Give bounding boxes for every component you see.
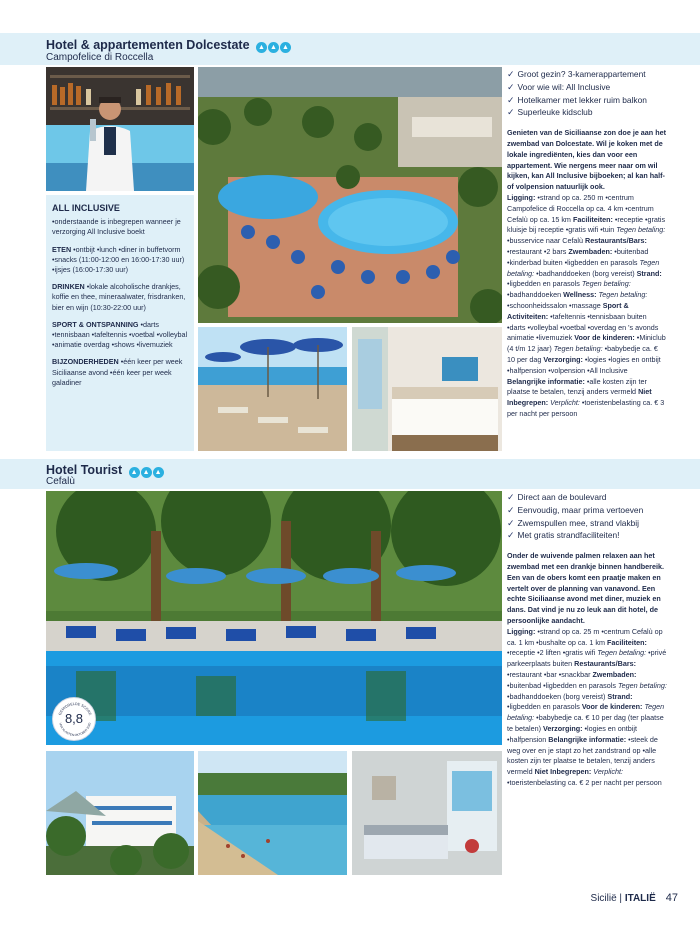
tree-icon: ▲ — [256, 42, 267, 53]
hotel1-location: Campofelice di Roccella — [46, 52, 154, 63]
palm-pool-photo — [46, 491, 502, 745]
checkmark-icon: ✓ — [507, 492, 515, 502]
bartender-photo — [46, 67, 194, 191]
highlight-item: ✓ Superleuke kidsclub — [507, 107, 593, 118]
tree-icon: ▲ — [129, 467, 140, 478]
guest-score-badge — [52, 697, 96, 741]
all-inclusive-drinken: DRINKEN •lokale alcoholische drankjes, koffie en thee, mineraalwater, frisdranken, bier en wijn (10:30-22:00 uur) — [52, 282, 186, 312]
hotel-room-photo — [352, 327, 502, 451]
highlight-item: ✓ Groot gezin? 3-kamerappartement — [507, 69, 646, 79]
highlight-item: ✓ Hotelkamer met lekker ruim balkon — [507, 94, 647, 105]
checkmark-icon: ✓ — [507, 517, 515, 528]
hotel2-location: Cefalù — [46, 476, 75, 487]
footer-region: Sicilië — [590, 893, 617, 904]
all-inclusive-box — [46, 195, 194, 451]
tree-icon: ▲ — [141, 467, 152, 478]
tree-icon: ▲ — [153, 467, 164, 478]
hotel1-details: Ligging: •strand op ca. 250 m •centrum Campofelice di Roccella op ca. 4 km •centrum Cefalù op ca. 15 km Faciliteiten: •receptie •gratis kluisje bij receptie •gratis wifi •tuin Tegen betaling: •busservice naar Cefalù Restaurants/Bars: •restaurant •2 bars Zwembaden: •buitenbad •kinderbad buiten •ligbedden en parasols Tegen betaling: •badhanddoeken (borg vereist) Strand: •ligbedden en parasols Tegen betaling: •badhanddoeken Wellness: Tegen betaling: •schoonheidssalon •massage Sport & Activiteiten: •tafeltennis •tennisbaan buiten •darts •volleybal •voetbal •overdag en 's avonds animatie •livemuziek Voor de kinderen: •Miniclub (4 t/m 12 jaar) Tegen betaling: •babybedje ca. € 10 per dag Verzorging: •logies •logies en ontbijt •halfpension •volpension •All Inclusive Belangrijke informatie: •alle kosten zijn ter plaatse te betalen, tenzij anders vermeld Niet Inbegrepen: Verplicht: •toeristenbelasting ca. € 3 per nacht per persoon — [507, 192, 666, 418]
hotel2-details: Ligging: •strand op ca. 25 m •centrum Cefalù op ca. 1 km •bushalte op ca. 1 km Faciliteiten: •receptie •2 liften •gratis wifi Tegen betaling: •privé parkeerplaats buiten Restaurants/Bars: •restaurant •bar •snackbar Zwembaden: •buitenbad •ligbedden en parasols Tegen betaling: •badhanddoeken (borg vereist) Strand: •ligbedden en parasols Voor de kinderen: Tegen betaling: •babybedje ca. € 10 per dag (ter plaatse te betalen) Verzorging: •logies en ontbijt •halfpension Belangrijke informatie: •steek de weg over en je stapt zo het zandstrand op •alle kosten zijn ter plaatse te betalen, tenzij anders vermeld Niet Inbegrepen: Verplicht: •toeristenbelasting ca. € 2 per nacht per persoon — [507, 626, 667, 787]
hotel2-title: Hotel Tourist ▲ ▲ ▲ — [46, 463, 165, 478]
hotel1-info-column — [507, 68, 667, 420]
footer-country: ITALIË — [624, 893, 656, 904]
hotel1-title: Hotel & appartementen Dolcestate ▲ ▲ ▲ — [46, 38, 292, 53]
footer-separator: | — [616, 893, 625, 904]
highlight-item: ✓ Zwemspullen mee, strand vlakbij — [507, 517, 640, 528]
all-inclusive-eten: ETEN •ontbijt •lunch •diner in buffetvorm •snacks (11:00-12:00 en 16:00-17:30 uur) •ijsjes (16:00-17:30 uur) — [52, 244, 185, 275]
page-number: 47 — [665, 892, 678, 904]
all-inclusive-bijzonderheden: BIJZONDERHEDEN •één keer per week Siciliaanse avond •één keer per week galadiner — [52, 357, 183, 387]
all-inclusive-title: ALL INCLUSIVE — [52, 203, 120, 213]
beach-umbrellas-photo — [198, 327, 347, 451]
score-top-text: GEMIDDELDE SCORE — [57, 701, 93, 716]
hotel-exterior-photo — [46, 751, 194, 875]
hotel1-intro: Genieten van de Siciliaanse zon doe je aan het zwembad van Dolcestate. Wil je koken met de lokale ingrediënten, kies dan voor een appartement. Wie nergens meer naar om wil kijken, kan All Inclusive bijboeken; al kan half- of volpension natuurlijk ook. — [507, 128, 666, 192]
page-footer — [591, 892, 678, 904]
checkmark-icon: ✓ — [507, 81, 515, 92]
tree-icon: ▲ — [280, 42, 291, 53]
all-inclusive-intro: •onderstaande is inbegrepen wanneer je verzorging All Inclusive boekt — [52, 217, 181, 237]
checkmark-icon: ✓ — [507, 504, 515, 515]
tree-rating-icons — [256, 38, 292, 53]
hotel-room2-photo — [352, 751, 502, 875]
checkmark-icon: ✓ — [507, 94, 515, 105]
highlight-item: ✓ Direct aan de boulevard — [507, 492, 607, 502]
hotel2-info-column — [507, 491, 667, 789]
all-inclusive-sport: SPORT & ONTSPANNING •darts •tennisbaan •tafeltennis •voetbal •volleybal •animatie overdag •shows •livemuziek — [52, 319, 188, 350]
pool-aerial-photo — [198, 67, 502, 323]
highlight-item: ✓ Met gratis strandfaciliteiten! — [507, 530, 620, 541]
tree-rating-icons — [129, 463, 165, 478]
checkmark-icon: ✓ — [507, 69, 515, 79]
checkmark-icon: ✓ — [507, 107, 515, 118]
score-bottom-text: VAN KLANTEN OKTOBER 2020 — [58, 722, 92, 738]
checkmark-icon: ✓ — [507, 530, 515, 541]
tree-icon: ▲ — [268, 42, 279, 53]
beach-coast-photo — [198, 751, 347, 875]
score-value: 8,8 — [64, 711, 84, 726]
highlight-item: ✓ Voor wie wil: All Inclusive — [507, 81, 611, 92]
highlight-item: ✓ Eenvoudig, maar prima vertoeven — [507, 504, 644, 515]
hotel2-intro: Onder de wuivende palmen relaxen aan het zwembad met een drankje binnen handbereik. Een van de obers komt een praatje maken en vertelt over de planning van vanavond. Een echte Siciliaanse avond met diner, muziek en dans. Dat vind je nu zo leuk aan dit hotel, de persoonlijke aandacht. — [507, 551, 664, 625]
